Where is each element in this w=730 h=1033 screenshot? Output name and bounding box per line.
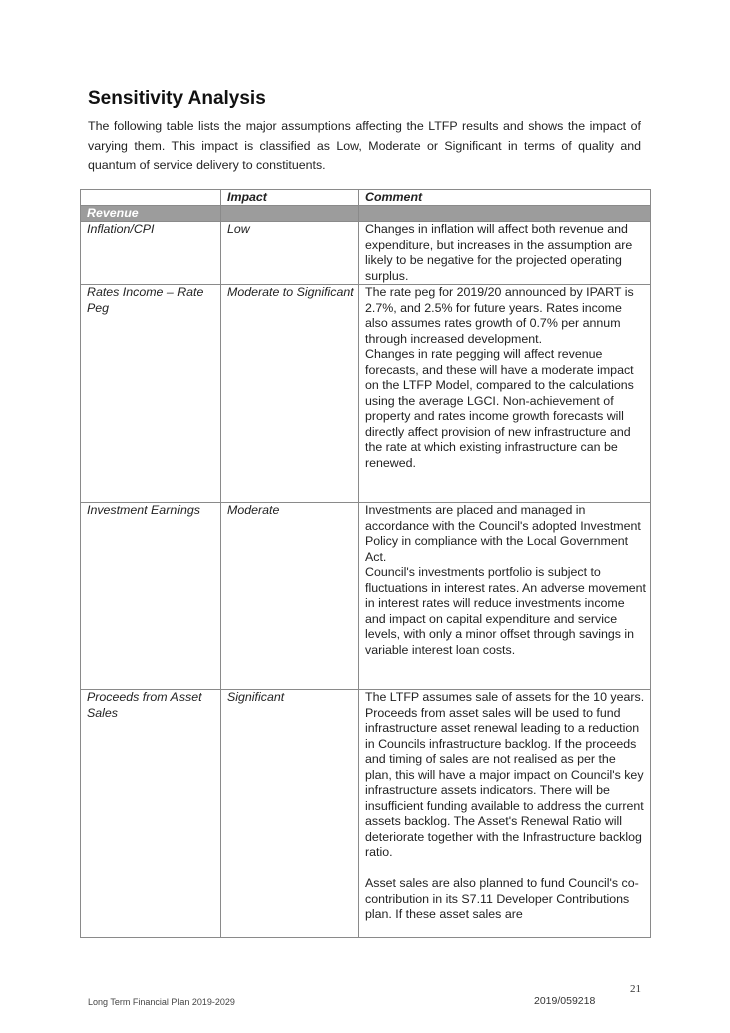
row-impact: Moderate bbox=[221, 503, 359, 690]
section-label: Revenue bbox=[81, 206, 221, 222]
row-impact: Low bbox=[221, 222, 359, 285]
row-item: Proceeds from Asset Sales bbox=[81, 690, 221, 938]
comment-paragraph: Investments are placed and managed in accordance with the Council's adopted Investment Policy in compliance with the Local Government Act. bbox=[365, 503, 641, 564]
table-row bbox=[81, 503, 651, 690]
table-row bbox=[81, 222, 651, 285]
section-row-revenue bbox=[81, 206, 651, 222]
header-comment: Comment bbox=[359, 190, 651, 206]
row-comment bbox=[359, 285, 651, 503]
row-impact: Significant bbox=[221, 690, 359, 938]
row-comment bbox=[359, 222, 651, 285]
comment-paragraph: Changes in inflation will affect both revenue and expenditure, but increases in the assumption are likely to be negative for the projected operating surplus. bbox=[365, 222, 633, 283]
comment-paragraph: Council's investments portfolio is subject to fluctuations in interest rates. An adverse movement in interest rates will reduce investments income and impact on capital expenditure and service levels, with only a minor offset through savings in variable interest loan costs. bbox=[365, 565, 646, 657]
page-number: 21 bbox=[630, 983, 641, 995]
table-header-row bbox=[81, 190, 651, 206]
comment-paragraph: Asset sales are also planned to fund Council's co-contribution in its S7.11 Developer Contributions plan. If these asset sales are bbox=[365, 876, 639, 921]
section-empty-cell bbox=[221, 206, 359, 222]
row-impact: Moderate to Significant bbox=[221, 285, 359, 503]
header-item bbox=[81, 190, 221, 206]
row-item: Rates Income – Rate Peg bbox=[81, 285, 221, 503]
comment-paragraph: The LTFP assumes sale of assets for the 10 years. Proceeds from asset sales will be used to fund infrastructure asset renewal leading to a reduction in Councils infrastructure backlog. If the proceeds and timing of sales are not realised as per the plan, this will have a major impact on Council's key infrastructure assets indicators. There will be insufficient funding available to address the current assets backlog. The Asset's Renewal Ratio will deteriorate together with the Infrastructure backlog ratio. bbox=[365, 690, 645, 859]
row-comment bbox=[359, 690, 651, 938]
table-row bbox=[81, 285, 651, 503]
row-item: Investment Earnings bbox=[81, 503, 221, 690]
footer-document-title: Long Term Financial Plan 2019-2029 bbox=[88, 997, 235, 1007]
page-title: Sensitivity Analysis bbox=[88, 88, 266, 109]
comment-paragraph: The rate peg for 2019/20 announced by IPART is 2.7%, and 2.5% for future years. Rates income also assumes rates growth of 0.7% per annum through increased development. bbox=[365, 285, 634, 346]
header-impact: Impact bbox=[221, 190, 359, 206]
section-empty-cell bbox=[359, 206, 651, 222]
footer-reference-number: 2019/059218 bbox=[534, 995, 596, 1007]
row-comment bbox=[359, 503, 651, 690]
sensitivity-table bbox=[80, 189, 651, 938]
table-row bbox=[81, 690, 651, 938]
row-item: Inflation/CPI bbox=[81, 222, 221, 285]
intro-paragraph: The following table lists the major assumptions affecting the LTFP results and shows the impact of varying them. This impact is classified as Low, Moderate or Significant in terms of quality and quantum of service delivery to constituents. bbox=[88, 119, 641, 172]
comment-paragraph: Changes in rate pegging will affect revenue forecasts, and these will have a moderate impact on the LTFP Model, compared to the calculations using the average LGCI. Non-achievement of property and rates income growth forecasts will directly affect provision of new infrastructure and the rate at which existing infrastructure can be renewed. bbox=[365, 347, 634, 470]
